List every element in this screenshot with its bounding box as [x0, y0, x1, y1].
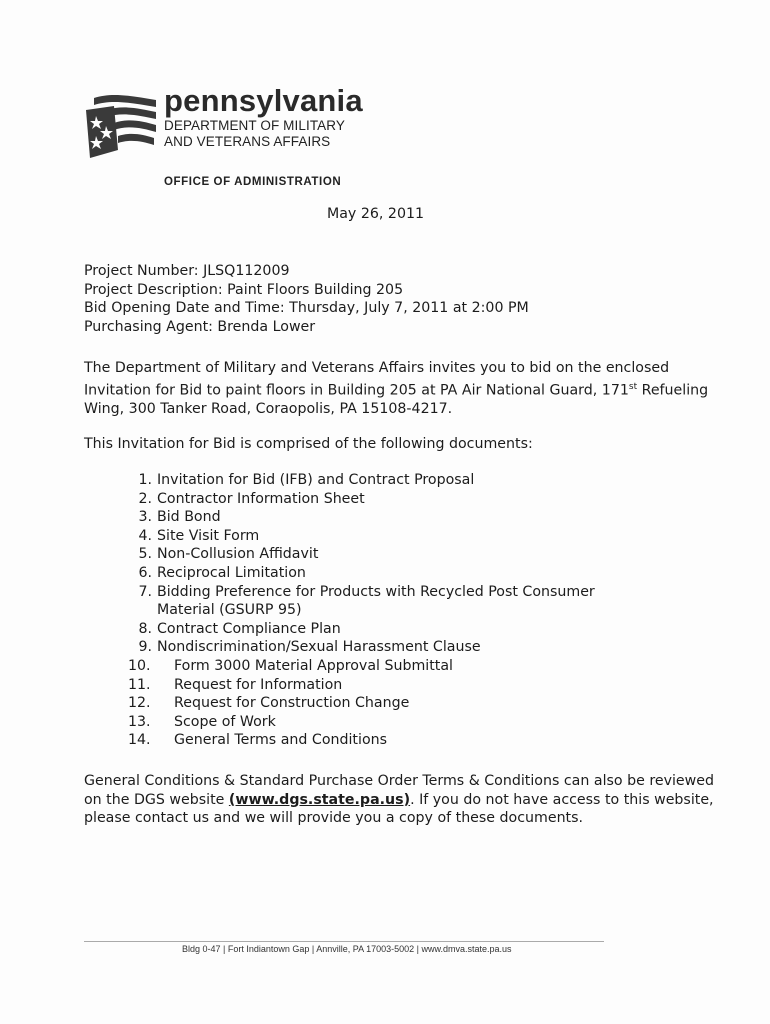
document-title-text: Form 3000 Material Approval Submittal: [174, 657, 453, 674]
document-number: 10.: [128, 657, 151, 674]
department-line-1: DEPARTMENT OF MILITARY: [164, 118, 345, 133]
document-title: [174, 694, 409, 713]
document-number: 1.: [138, 472, 152, 488]
document-list-item: [128, 545, 595, 564]
letter-date: May 26, 2011: [327, 206, 425, 222]
document-title: [174, 731, 387, 750]
document-title: [152, 471, 474, 490]
document-title: [152, 583, 595, 620]
document-title: [174, 657, 453, 676]
closing-text-b: . If you do not have access to this website, please contact us and we will provide you a copy of these documents.: [84, 791, 714, 827]
document-title-text: Bid Bond: [157, 509, 221, 526]
document-list-item: [128, 731, 595, 750]
document-title: [152, 620, 341, 639]
document-list-item: [128, 583, 595, 620]
document-number: 11.: [128, 676, 151, 693]
document-title-text: Non-Collusion Affidavit: [157, 546, 319, 563]
document-title: [152, 545, 318, 564]
document-number: 5.: [138, 546, 152, 563]
document-title-continuation: Material (GSURP 95): [157, 602, 302, 619]
intro-text-b: Refueling Wing, 300 Tanker Road, Coraopolis, PA 15108-4217.: [84, 382, 709, 417]
document-list-item: [128, 638, 595, 657]
document-title-text: Site Visit Form: [157, 527, 260, 544]
document-number: 6.: [138, 564, 152, 581]
document-number: 3.: [138, 509, 152, 526]
office-name: OFFICE OF ADMINISTRATION: [164, 176, 342, 188]
document-list-item: [128, 657, 595, 676]
pennsylvania-flag-logo-icon: [84, 90, 158, 162]
document-title-text: Invitation for Bid (IFB) and Contract Proposal: [157, 472, 475, 488]
document-number: 2.: [138, 490, 152, 507]
project-description: Project Description: Paint Floors Building 205: [84, 281, 404, 298]
intro-superscript: st: [628, 381, 638, 392]
bid-opening: Bid Opening Date and Time: Thursday, July 7, 2011 at 2:00 PM: [84, 300, 529, 317]
dgs-website-link[interactable]: (www.dgs.state.pa.us): [228, 791, 411, 808]
document-number: 7.: [138, 583, 152, 600]
document-list-item: [128, 490, 595, 509]
document-list-item: [128, 564, 595, 583]
document-title-text: Reciprocal Limitation: [157, 564, 306, 581]
document-number: 8.: [138, 620, 152, 637]
document-title: [174, 713, 276, 732]
document-title: [152, 638, 481, 657]
document-title-text: Contractor Information Sheet: [157, 490, 365, 507]
document-number: 4.: [138, 527, 152, 544]
document-title-text: Contract Compliance Plan: [157, 620, 341, 637]
document-title-text: Request for Information: [174, 676, 343, 693]
document-number: 13.: [128, 713, 151, 730]
document-list-item: [128, 508, 595, 527]
document-number: 14.: [128, 732, 151, 749]
document-list-item: [128, 527, 595, 546]
intro-paragraph: [84, 359, 724, 419]
footer-divider: [84, 941, 604, 942]
closing-text-a: General Conditions & Standard Purchase Order Terms & Conditions can also be reviewed on the DGS website: [84, 773, 714, 808]
document-title-text: Scope of Work: [174, 713, 276, 730]
department-line-2: AND VETERANS AFFAIRS: [164, 134, 331, 149]
project-details: [84, 262, 529, 336]
document-list-item: [128, 694, 595, 713]
document-number: 9.: [138, 639, 152, 656]
document-list-item: [128, 471, 595, 490]
letterhead-brand: [164, 84, 363, 150]
document-list-item: [128, 676, 595, 695]
purchasing-agent: Purchasing Agent: Brenda Lower: [84, 318, 316, 335]
documents-list: [128, 471, 595, 750]
documents-heading: This Invitation for Bid is comprised of the following documents:: [84, 436, 533, 452]
document-title-text: Request for Construction Change: [174, 695, 410, 712]
closing-paragraph: [84, 772, 724, 828]
document-title: [174, 676, 342, 695]
document-title: [152, 527, 259, 546]
document-title-text: General Terms and Conditions: [174, 732, 388, 749]
document-list-item: [128, 620, 595, 639]
footer-address: Bldg 0-47 | Fort Indiantown Gap | Annville, PA 17003-5002 | www.dmva.state.pa.us: [182, 944, 512, 954]
project-number: Project Number: JLSQ112009: [84, 263, 290, 279]
document-title-text: Nondiscrimination/Sexual Harassment Clause: [157, 639, 481, 656]
document-number: 12.: [128, 695, 151, 712]
document-title: [152, 490, 365, 509]
document-title: [152, 564, 306, 583]
brand-name: pennsylvania: [164, 83, 363, 118]
document-title: [152, 508, 221, 527]
document-title-text: Bidding Preference for Products with Recycled Post Consumer: [157, 583, 595, 600]
intro-text-a: The Department of Military and Veterans Affairs invites you to bid on the enclosed Invitation for Bid to paint floors in Building 205 at PA Air National Guard, 171: [84, 360, 670, 399]
document-list-item: [128, 713, 595, 732]
